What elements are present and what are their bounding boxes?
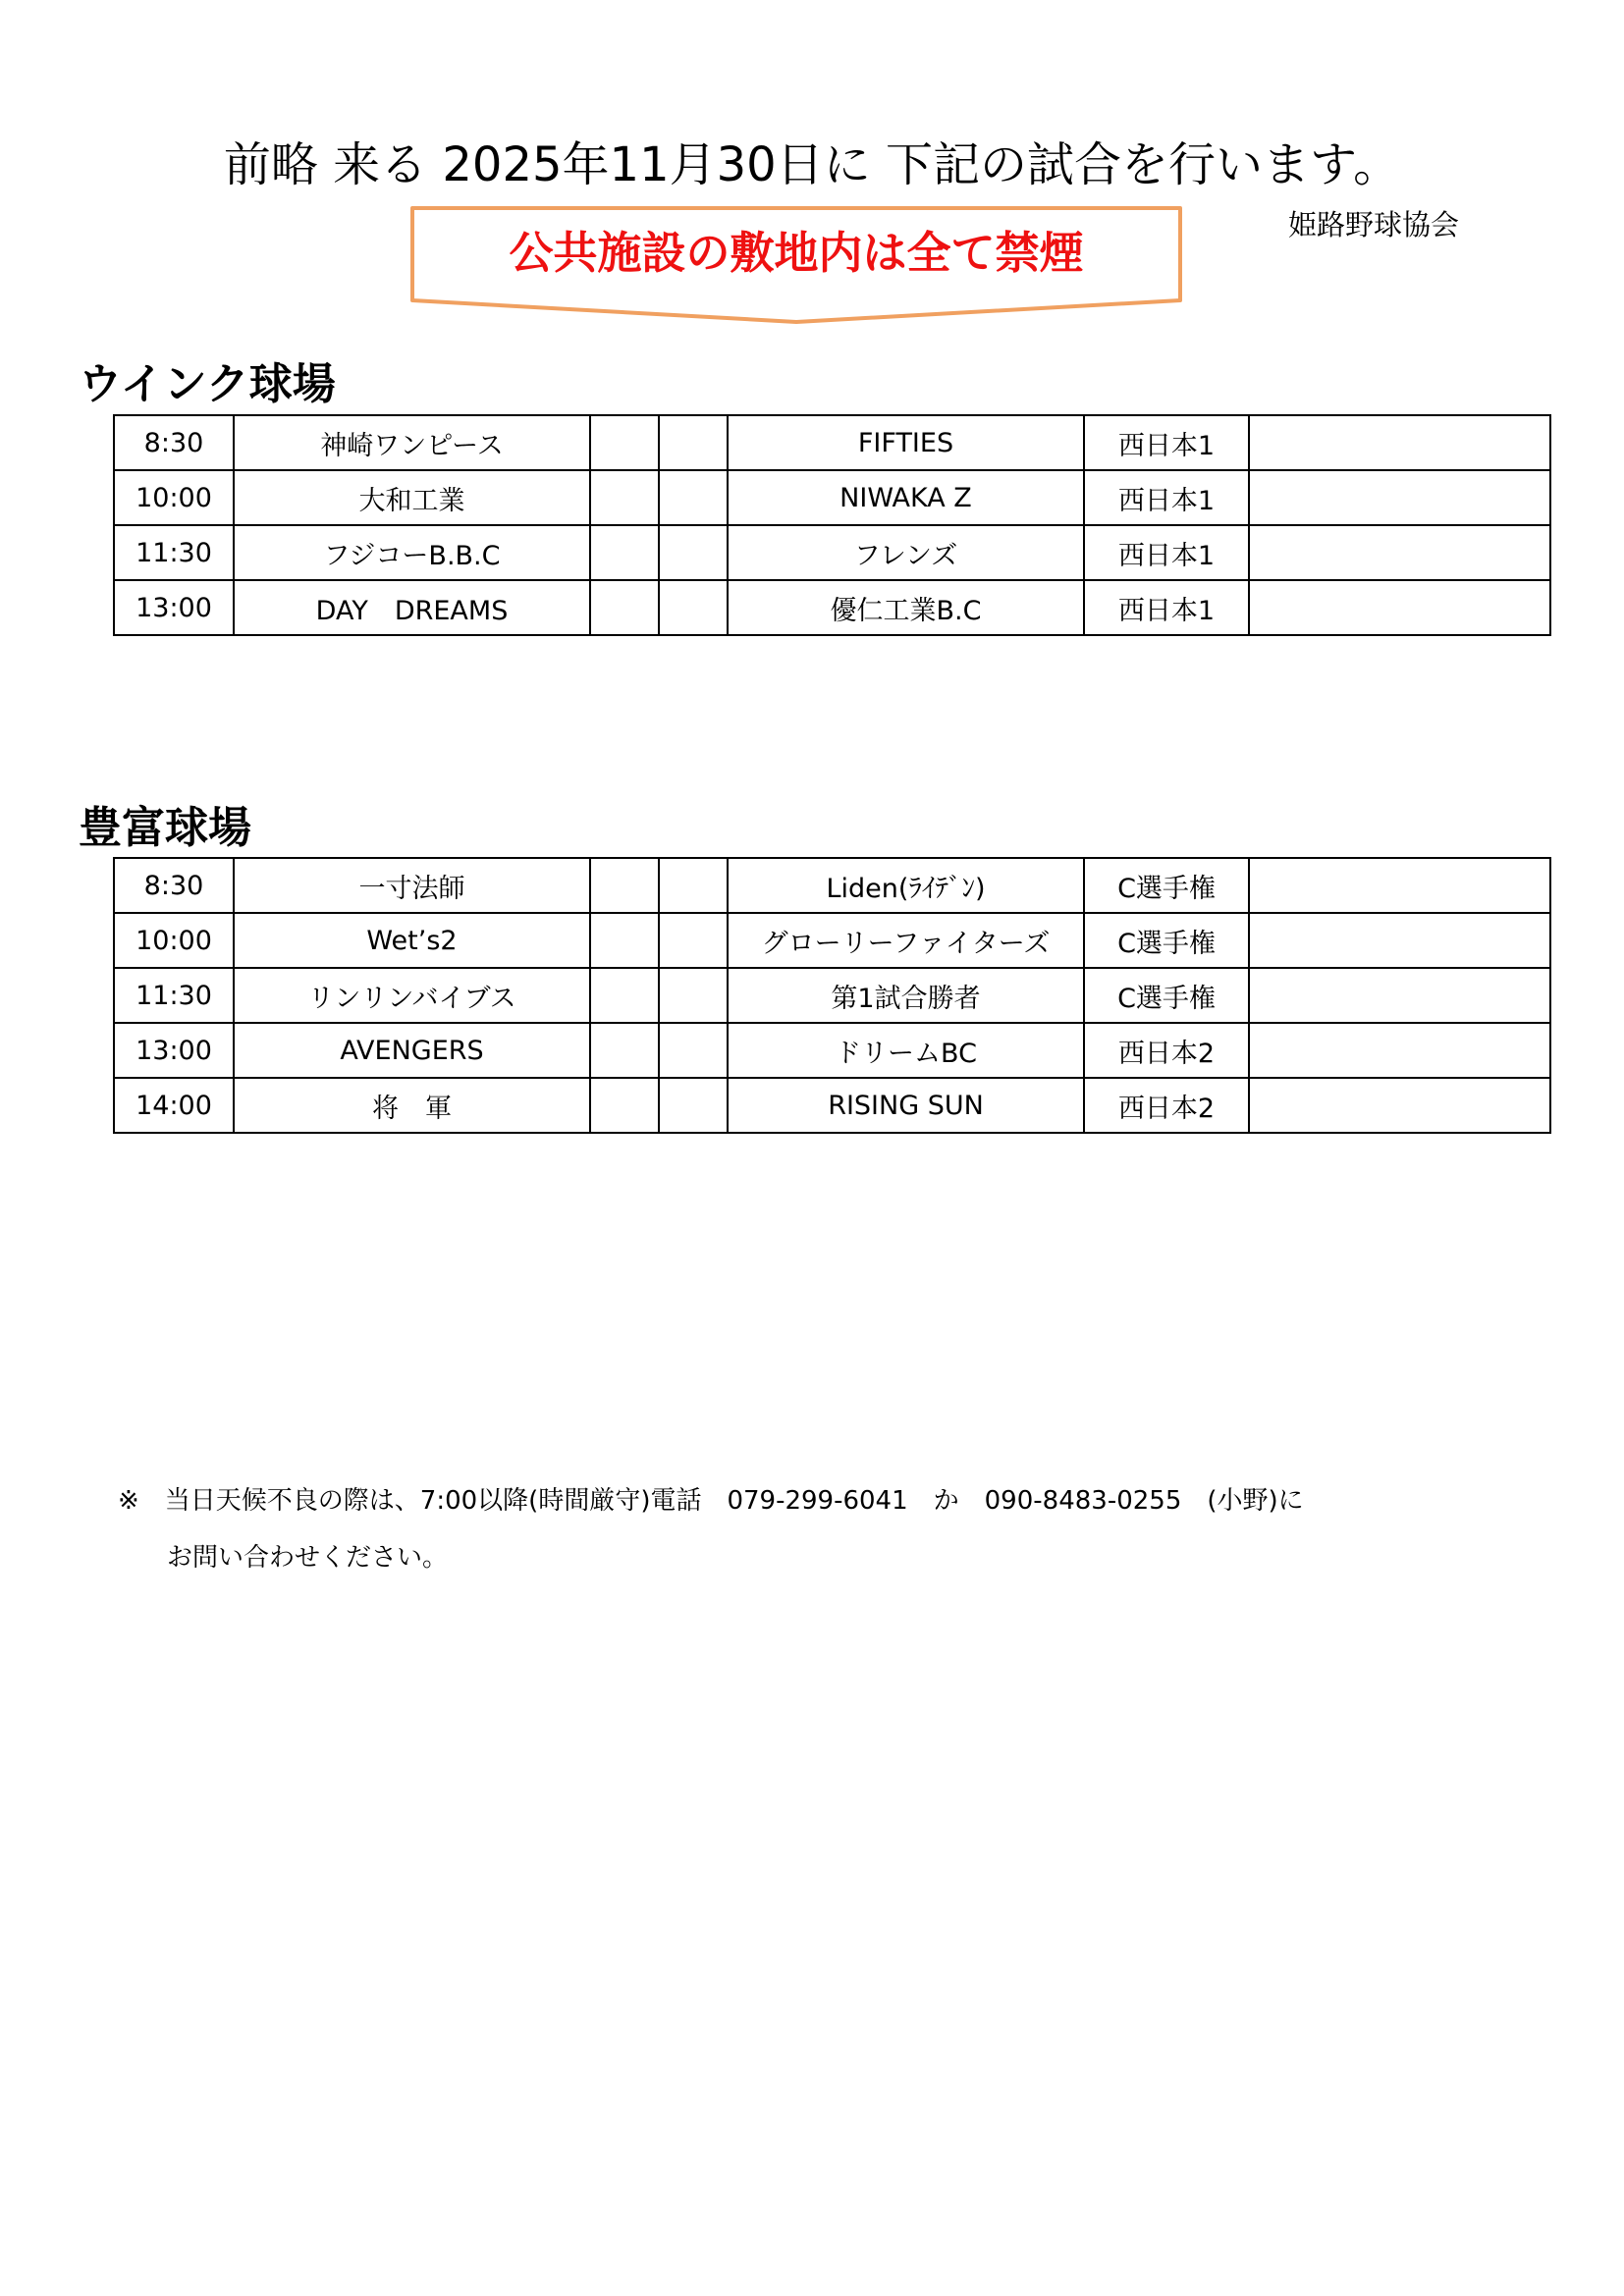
table-row: [114, 525, 1550, 580]
team2-cell: 優仁工業B.C: [728, 580, 1084, 635]
note-cell: [1249, 913, 1550, 968]
note-cell: [1249, 1078, 1550, 1133]
score2-cell: [659, 470, 728, 525]
league-cell: C選手権: [1084, 968, 1249, 1023]
table-row: [114, 913, 1550, 968]
score2-cell: [659, 580, 728, 635]
time-cell: 11:30: [114, 968, 234, 1023]
team2-cell: フレンズ: [728, 525, 1084, 580]
team2-cell: NIWAKA Z: [728, 470, 1084, 525]
note-cell: [1249, 470, 1550, 525]
team2-cell: FIFTIES: [728, 415, 1084, 470]
time-cell: 11:30: [114, 525, 234, 580]
score1-cell: [590, 1078, 659, 1133]
weather-notice-line2: お問い合わせください。: [167, 1543, 449, 1573]
team2-cell: ドリームBC: [728, 1023, 1084, 1078]
page-title: 前略 来る 2025年11月30日に 下記の試合を行います。: [223, 137, 1401, 192]
banner-text: 公共施設の敷地内は全て禁煙: [509, 227, 1084, 279]
team1-cell: AVENGERS: [234, 1023, 590, 1078]
table-row: [114, 1078, 1550, 1133]
time-cell: 8:30: [114, 415, 234, 470]
venue-title-wink: ウインク球場: [79, 359, 336, 409]
score2-cell: [659, 968, 728, 1023]
team2-cell: グローリーファイターズ: [728, 913, 1084, 968]
team1-cell: Wet’s2: [234, 913, 590, 968]
league-cell: 西日本1: [1084, 415, 1249, 470]
score2-cell: [659, 415, 728, 470]
score2-cell: [659, 1078, 728, 1133]
table-row: [114, 580, 1550, 635]
score2-cell: [659, 913, 728, 968]
organization-name: 姫路野球協会: [1288, 208, 1460, 241]
score2-cell: [659, 1023, 728, 1078]
league-cell: C選手権: [1084, 858, 1249, 913]
time-cell: 10:00: [114, 470, 234, 525]
schedule-table-toyotomi: [113, 857, 1551, 1134]
score2-cell: [659, 525, 728, 580]
note-cell: [1249, 580, 1550, 635]
team1-cell: リンリンバイブス: [234, 968, 590, 1023]
league-cell: C選手権: [1084, 913, 1249, 968]
table-row: [114, 968, 1550, 1023]
team2-cell: Liden(ﾗｲﾃﾞﾝ): [728, 858, 1084, 913]
team1-cell: 神崎ワンピース: [234, 415, 590, 470]
venue-title-toyotomi: 豊富球場: [79, 803, 251, 853]
no-smoking-banner: [410, 206, 1182, 324]
note-cell: [1249, 415, 1550, 470]
time-cell: 10:00: [114, 913, 234, 968]
time-cell: 14:00: [114, 1078, 234, 1133]
note-cell: [1249, 968, 1550, 1023]
time-cell: 8:30: [114, 858, 234, 913]
time-cell: 13:00: [114, 1023, 234, 1078]
score1-cell: [590, 858, 659, 913]
team2-cell: 第1試合勝者: [728, 968, 1084, 1023]
team1-cell: 一寸法師: [234, 858, 590, 913]
weather-notice-line1: ※ 当日天候不良の際は、7:00以降(時間厳守)電話 079-299-6041 か 090-8483-0255 (小野)に: [118, 1486, 1304, 1516]
table-row: [114, 858, 1550, 913]
team1-cell: 大和工業: [234, 470, 590, 525]
score1-cell: [590, 968, 659, 1023]
score1-cell: [590, 525, 659, 580]
team2-cell: RISING SUN: [728, 1078, 1084, 1133]
score1-cell: [590, 913, 659, 968]
team1-cell: フジコーB.B.C: [234, 525, 590, 580]
league-cell: 西日本2: [1084, 1023, 1249, 1078]
note-cell: [1249, 858, 1550, 913]
schedule-table-wink: [113, 414, 1551, 636]
league-cell: 西日本1: [1084, 470, 1249, 525]
table-row: [114, 1023, 1550, 1078]
team1-cell: DAY DREAMS: [234, 580, 590, 635]
score1-cell: [590, 415, 659, 470]
score1-cell: [590, 1023, 659, 1078]
league-cell: 西日本2: [1084, 1078, 1249, 1133]
team1-cell: 将 軍: [234, 1078, 590, 1133]
time-cell: 13:00: [114, 580, 234, 635]
score2-cell: [659, 858, 728, 913]
score1-cell: [590, 470, 659, 525]
table-row: [114, 415, 1550, 470]
table-row: [114, 470, 1550, 525]
score1-cell: [590, 580, 659, 635]
note-cell: [1249, 1023, 1550, 1078]
league-cell: 西日本1: [1084, 525, 1249, 580]
note-cell: [1249, 525, 1550, 580]
league-cell: 西日本1: [1084, 580, 1249, 635]
